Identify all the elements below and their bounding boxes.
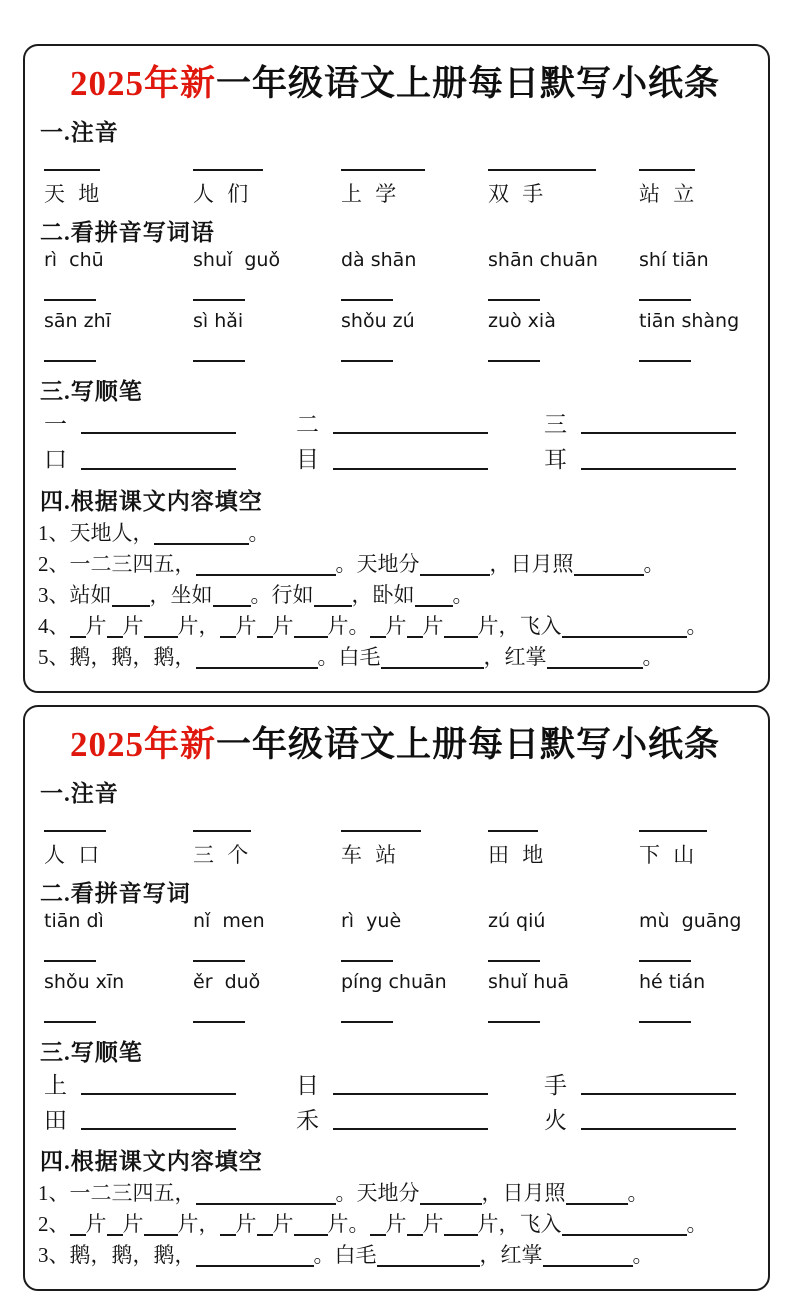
fill-text: 片	[122, 1212, 144, 1237]
fill-text: 。	[248, 520, 270, 545]
answer-blank	[415, 586, 453, 607]
answer-blank-row	[36, 1010, 754, 1028]
fill-text: 片	[85, 1212, 107, 1237]
fill-text: 片	[235, 1212, 257, 1237]
section-heading-strokes: 三.写顺笔	[40, 1039, 143, 1065]
answer-blank-row	[36, 288, 754, 306]
answer-blank	[381, 648, 484, 669]
fill-text: 。	[452, 582, 474, 607]
fill-text: 片	[422, 1212, 444, 1237]
section-heading-pinyin: 二.看拼音写词	[40, 880, 191, 906]
fill-text: 。	[686, 1212, 708, 1237]
stroke-row	[44, 447, 754, 472]
answer-blank	[581, 466, 736, 470]
answer-blank	[639, 1015, 691, 1023]
answer-blank-cell	[44, 949, 193, 967]
answer-blank	[193, 954, 245, 962]
answer-blank	[154, 524, 249, 545]
fill-text: 片	[272, 613, 294, 638]
title-text: 一年级语文上册每日默写小纸条	[216, 64, 721, 103]
title-year-highlight: 2025年新	[69, 724, 216, 764]
stroke-character: 火	[544, 1107, 567, 1133]
answer-blank	[547, 648, 643, 669]
pinyin-label: sān zhī	[44, 310, 111, 332]
section-heading-strokes: 三.写顺笔	[40, 379, 143, 404]
fill-text: 片	[85, 613, 107, 638]
answer-blank	[574, 555, 644, 576]
word-label: 田 地	[488, 842, 548, 867]
annotation-item	[44, 822, 193, 869]
answer-blank	[70, 617, 86, 638]
pinyin-label: shí tiān	[639, 249, 709, 271]
answer-blank-cell	[193, 949, 341, 967]
fill-text: 片，飞入	[477, 613, 562, 638]
fill-line	[38, 1211, 754, 1238]
fill-text: 。	[632, 1243, 654, 1268]
stroke-cell	[296, 447, 544, 472]
answer-blank	[341, 354, 393, 362]
fill-text: 1、一二三四五，	[38, 1181, 196, 1206]
answer-blank	[81, 466, 236, 470]
fill-text: 。行如	[250, 582, 314, 607]
answer-blank	[193, 354, 245, 362]
fill-line	[38, 644, 754, 671]
answer-blank	[333, 466, 488, 470]
answer-blank	[639, 822, 707, 832]
section-heading-fill: 四.根据课文内容填空	[40, 1149, 263, 1175]
pinyin-label: píng chuān	[341, 970, 447, 993]
answer-blank	[193, 822, 251, 832]
fill-text: 3、站如	[38, 582, 112, 607]
answer-blank-cell	[341, 1010, 488, 1028]
fill-text: ，坐如	[149, 582, 213, 607]
fill-text: 片	[385, 613, 407, 638]
card-title	[36, 717, 754, 767]
answer-blank	[81, 430, 236, 434]
fill-text: 4、	[38, 613, 70, 638]
fill-text: 片，	[177, 1212, 220, 1237]
annotation-item	[639, 822, 754, 869]
zhuyin-word-row	[36, 161, 754, 208]
stroke-cell	[44, 412, 296, 437]
answer-blank	[543, 1246, 633, 1267]
worksheet-card-1	[23, 44, 770, 693]
stroke-character: 口	[44, 447, 67, 473]
stroke-character: 三	[544, 412, 567, 437]
answer-blank	[196, 648, 318, 669]
fill-line	[38, 613, 754, 640]
word-label: 下 山	[639, 842, 699, 867]
stroke-character: 日	[296, 1072, 319, 1098]
answer-blank	[257, 617, 273, 638]
answer-blank	[294, 1215, 328, 1236]
answer-blank	[420, 1184, 482, 1205]
fill-text: ，日月照	[489, 551, 574, 576]
pinyin-label: rì yuè	[341, 909, 402, 932]
answer-blank-cell	[488, 288, 639, 306]
annotation-item	[341, 822, 488, 869]
answer-blank	[314, 586, 352, 607]
worksheet-card-2	[23, 705, 770, 1291]
section-heading-zhuyin: 一.注音	[40, 120, 119, 145]
pinyin-label: shuǐ guǒ	[193, 249, 281, 271]
answer-blank	[196, 1246, 314, 1267]
stroke-cell	[296, 412, 544, 437]
fill-text: 片。	[327, 1212, 370, 1237]
fill-line	[38, 551, 754, 578]
annotation-item	[193, 161, 341, 208]
answer-blank-cell	[193, 288, 341, 306]
answer-blank	[44, 822, 106, 832]
answer-blank	[44, 293, 96, 301]
fill-text: 片	[122, 613, 144, 638]
answer-blank	[44, 1015, 96, 1023]
pinyin-label: dà shān	[341, 249, 417, 271]
fill-text: 片	[235, 613, 257, 638]
stroke-character: 二	[296, 412, 319, 437]
fill-text: 。天地分	[335, 551, 420, 576]
pinyin-label: tiān shàng	[639, 310, 740, 332]
pinyin-label: shān chuān	[488, 249, 598, 271]
pinyin-section	[36, 910, 754, 1028]
answer-blank-cell	[639, 1010, 754, 1028]
fill-text: 片	[385, 1212, 407, 1237]
word-label: 三 个	[193, 842, 253, 867]
fill-section	[36, 520, 754, 671]
fill-text: 片，飞入	[477, 1212, 562, 1237]
answer-blank	[488, 354, 540, 362]
answer-blank-cell	[341, 349, 488, 367]
answer-blank	[488, 1015, 540, 1023]
fill-text: 。	[627, 1181, 649, 1206]
section-heading-pinyin: 二.看拼音写词语	[40, 220, 215, 245]
fill-text: 3、鹅，鹅，鹅，	[38, 1243, 196, 1268]
answer-blank	[581, 1126, 736, 1130]
stroke-character: 耳	[544, 447, 567, 473]
answer-blank	[112, 586, 150, 607]
answer-blank	[193, 161, 263, 171]
stroke-cell	[44, 1108, 296, 1133]
fill-text: 5、鹅，鹅，鹅，	[38, 644, 196, 669]
zhuyin-word-row	[36, 822, 754, 869]
answer-blank	[193, 293, 245, 301]
title-year-highlight: 2025年新	[69, 64, 216, 103]
word-label: 站 立	[639, 182, 699, 206]
pinyin-label: zú qiú	[488, 909, 546, 932]
pinyin-section	[36, 249, 754, 367]
answer-blank	[44, 354, 96, 362]
answer-blank	[257, 1215, 273, 1236]
answer-blank-cell	[488, 349, 639, 367]
word-label: 上 学	[341, 182, 401, 206]
answer-blank	[341, 1015, 393, 1023]
section-heading-zhuyin: 一.注音	[40, 780, 119, 806]
answer-blank	[107, 617, 123, 638]
word-label: 天 地	[44, 182, 104, 206]
answer-blank	[639, 954, 691, 962]
word-label: 人 口	[44, 842, 104, 867]
answer-blank	[81, 1126, 236, 1130]
fill-text: 。白毛	[313, 1243, 377, 1268]
fill-text: 片	[422, 613, 444, 638]
answer-blank	[70, 1215, 86, 1236]
stroke-character: 目	[296, 447, 319, 473]
stroke-cell	[544, 447, 754, 472]
answer-blank-cell	[639, 949, 754, 967]
fill-text: 2、一二三四五，	[38, 551, 196, 576]
answer-blank	[581, 430, 736, 434]
annotation-item	[341, 161, 488, 208]
annotation-item	[488, 822, 639, 869]
answer-blank	[488, 822, 538, 832]
answer-blank	[220, 617, 236, 638]
fill-text: 。	[643, 551, 665, 576]
answer-blank	[488, 293, 540, 301]
answer-blank-cell	[488, 949, 639, 967]
answer-blank	[370, 617, 386, 638]
answer-blank	[107, 1215, 123, 1236]
stroke-section	[36, 1073, 754, 1134]
section-heading-fill: 四.根据课文内容填空	[40, 488, 263, 514]
fill-section	[36, 1180, 754, 1269]
fill-line	[38, 1180, 754, 1207]
fill-text: 1、天地人，	[38, 520, 154, 545]
answer-blank	[44, 161, 100, 171]
fill-text: 。	[642, 644, 664, 669]
stroke-character: 手	[544, 1072, 567, 1098]
card-title	[36, 56, 754, 106]
answer-blank	[444, 617, 478, 638]
annotation-item	[488, 161, 639, 208]
pinyin-label: shǒu zú	[341, 310, 415, 332]
answer-blank	[488, 161, 596, 171]
answer-blank	[81, 1091, 236, 1095]
answer-blank	[341, 822, 421, 832]
pinyin-row	[36, 910, 754, 932]
fill-text: 。天地分	[335, 1181, 420, 1206]
fill-text: 。白毛	[317, 644, 381, 669]
answer-blank	[407, 617, 423, 638]
pinyin-label: tiān dì	[44, 909, 104, 932]
fill-line	[38, 582, 754, 609]
answer-blank	[566, 1184, 628, 1205]
answer-blank	[294, 617, 328, 638]
answer-blank	[333, 1126, 488, 1130]
pinyin-label: rì chū	[44, 249, 104, 271]
stroke-character: 田	[44, 1107, 67, 1133]
stroke-character: 一	[44, 412, 67, 437]
pinyin-label: sì hǎi	[193, 310, 244, 332]
answer-blank-cell	[193, 349, 341, 367]
stroke-cell	[544, 1073, 754, 1098]
stroke-cell	[544, 1108, 754, 1133]
answer-blank	[144, 617, 178, 638]
answer-blank-cell	[193, 1010, 341, 1028]
pinyin-label: shǒu xīn	[44, 970, 125, 993]
fill-text: 片，	[177, 613, 220, 638]
title-text: 一年级语文上册每日默写小纸条	[216, 724, 721, 764]
word-label: 人 们	[193, 182, 253, 206]
answer-blank-cell	[44, 1010, 193, 1028]
pinyin-row	[36, 310, 754, 332]
annotation-item	[193, 822, 341, 869]
stroke-cell	[296, 1073, 544, 1098]
fill-text: ，红掌	[479, 1243, 543, 1268]
answer-blank	[562, 617, 687, 638]
stroke-section	[36, 412, 754, 473]
pinyin-row	[36, 971, 754, 993]
answer-blank	[377, 1246, 480, 1267]
answer-blank	[144, 1215, 178, 1236]
answer-blank	[220, 1215, 236, 1236]
pinyin-label: mù guāng	[639, 909, 742, 932]
answer-blank-cell	[488, 1010, 639, 1028]
stroke-row	[44, 412, 754, 437]
answer-blank	[444, 1215, 478, 1236]
fill-line	[38, 1242, 754, 1269]
fill-text: 片	[272, 1212, 294, 1237]
answer-blank	[639, 354, 691, 362]
pinyin-label: ěr duǒ	[193, 970, 261, 993]
answer-blank	[193, 1015, 245, 1023]
word-label: 车 站	[341, 842, 401, 867]
pinyin-label: hé tián	[639, 970, 706, 993]
annotation-item	[44, 161, 193, 208]
stroke-cell	[44, 447, 296, 472]
stroke-row	[44, 1108, 754, 1133]
answer-blank-cell	[341, 949, 488, 967]
stroke-cell	[296, 1108, 544, 1133]
stroke-character: 上	[44, 1072, 67, 1098]
pinyin-label: zuò xià	[488, 310, 556, 332]
answer-blank-row	[36, 349, 754, 367]
pinyin-label: nǐ men	[193, 909, 265, 932]
answer-blank	[581, 1091, 736, 1095]
answer-blank	[488, 954, 540, 962]
annotation-item	[639, 161, 754, 208]
answer-blank	[341, 293, 393, 301]
answer-blank	[213, 586, 251, 607]
answer-blank	[341, 954, 393, 962]
fill-text: ，日月照	[481, 1181, 566, 1206]
answer-blank-cell	[341, 288, 488, 306]
answer-blank-cell	[639, 288, 754, 306]
fill-text: 。	[686, 613, 708, 638]
answer-blank	[333, 430, 488, 434]
answer-blank	[639, 161, 695, 171]
answer-blank	[196, 1184, 336, 1205]
fill-line	[38, 520, 754, 547]
fill-text: ，卧如	[351, 582, 415, 607]
answer-blank	[407, 1215, 423, 1236]
stroke-cell	[44, 1073, 296, 1098]
stroke-cell	[544, 412, 754, 437]
fill-text: 片。	[327, 613, 370, 638]
answer-blank-row	[36, 949, 754, 967]
answer-blank-cell	[44, 349, 193, 367]
pinyin-label: shuǐ huā	[488, 970, 570, 993]
stroke-character: 禾	[296, 1107, 319, 1133]
answer-blank-cell	[639, 349, 754, 367]
answer-blank	[562, 1215, 687, 1236]
answer-blank	[196, 555, 336, 576]
answer-blank	[639, 293, 691, 301]
answer-blank	[370, 1215, 386, 1236]
pinyin-row	[36, 249, 754, 271]
answer-blank	[341, 161, 425, 171]
answer-blank	[333, 1091, 488, 1095]
answer-blank-cell	[44, 288, 193, 306]
answer-blank	[44, 954, 96, 962]
word-label: 双 手	[488, 182, 548, 206]
fill-text: 2、	[38, 1212, 70, 1237]
answer-blank	[420, 555, 490, 576]
fill-text: ，红掌	[483, 644, 547, 669]
stroke-row	[44, 1073, 754, 1098]
